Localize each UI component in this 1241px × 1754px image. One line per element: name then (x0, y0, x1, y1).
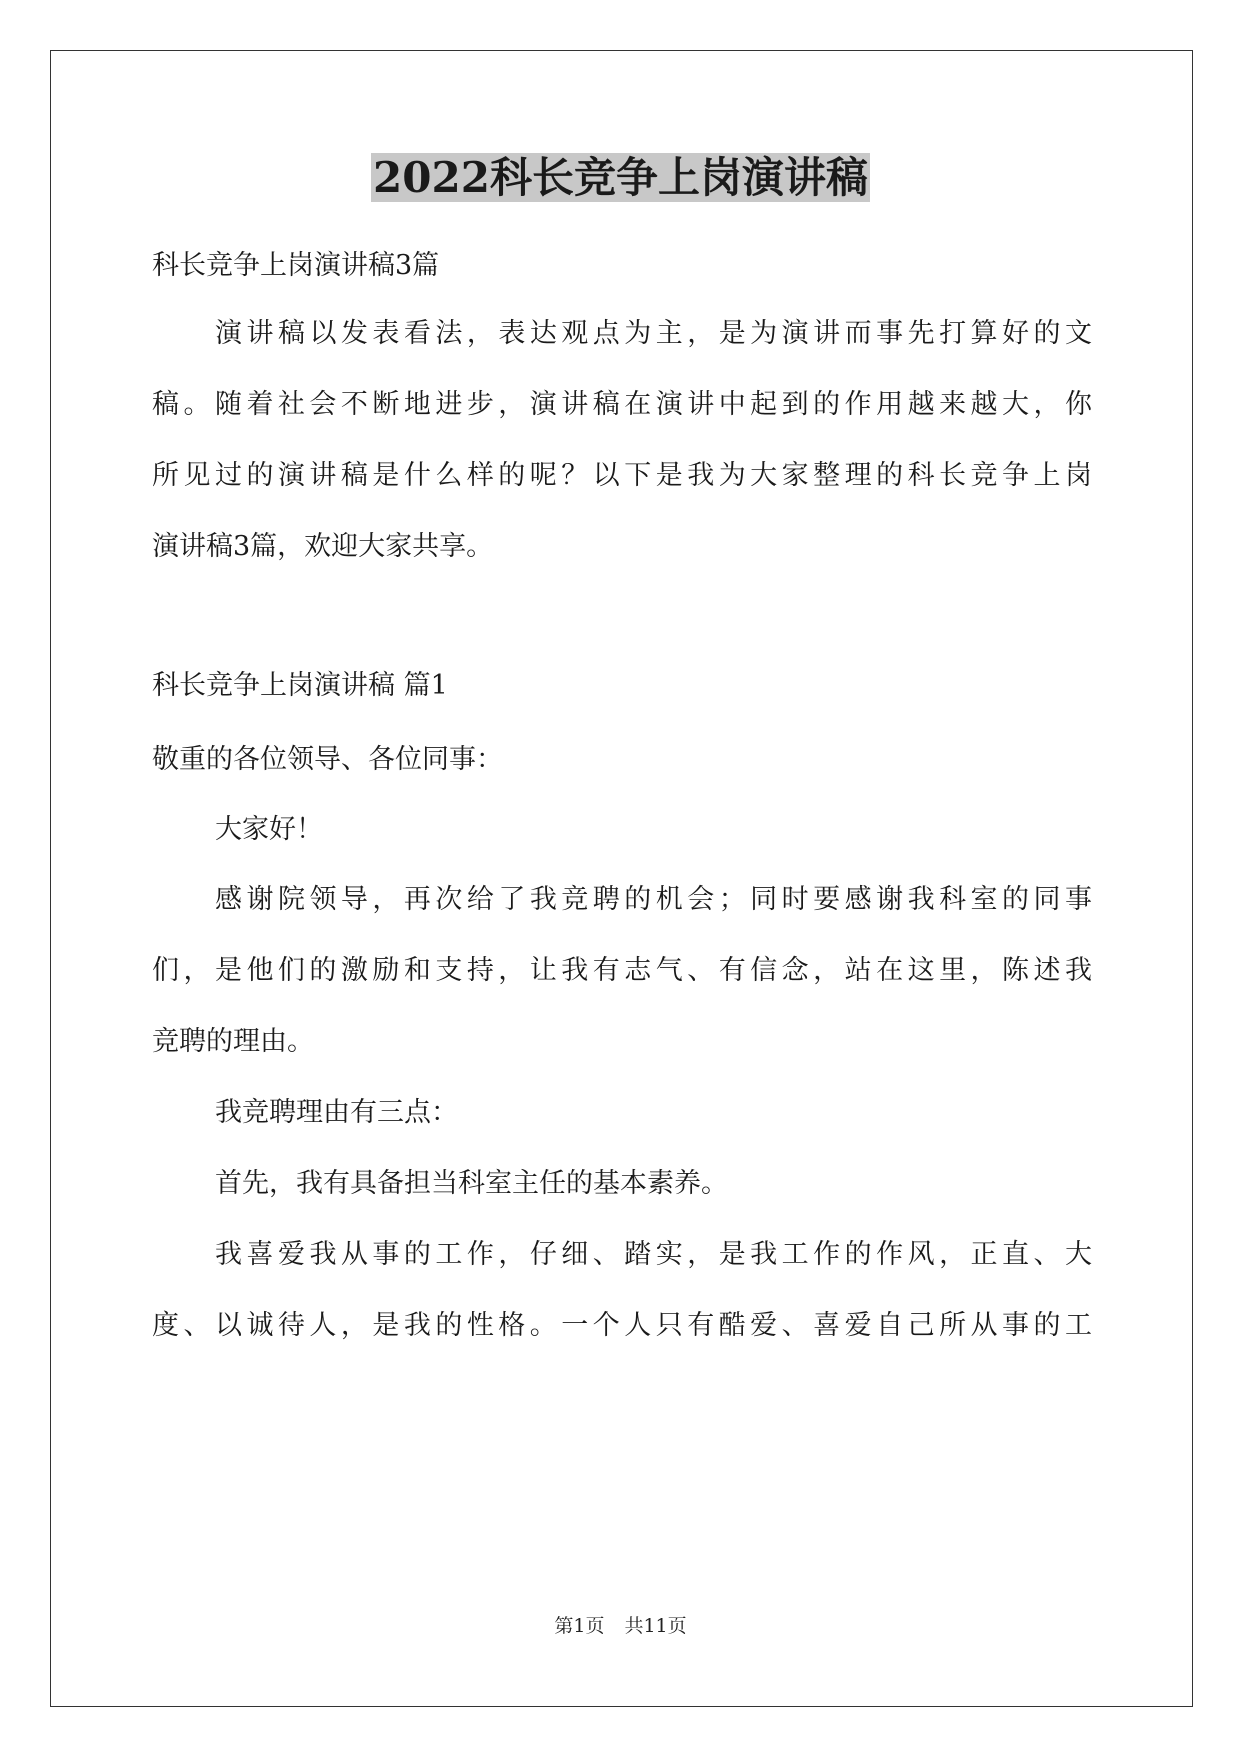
salutation-line: 敬重的各位领导、各位同事： (152, 744, 503, 775)
document-title (0, 148, 1241, 208)
paragraph-line: 们，是他们的激励和支持，让我有志气、有信念，站在这里，陈述我 (152, 955, 1092, 986)
document-title-text: 2022科长竞争上岗演讲稿 (373, 153, 868, 202)
page-total: 共11页 (624, 1615, 687, 1637)
paragraph-line: 度、以诚待人，是我的性格。一个人只有酷爱、喜爱自己所从事的工 (152, 1310, 1092, 1341)
paragraph-line: 所见过的演讲稿是什么样的呢？以下是我为大家整理的科长竞争上岗 (152, 460, 1092, 491)
page-border (50, 50, 1193, 1707)
subtitle-line: 科长竞争上岗演讲稿3篇 (152, 250, 440, 281)
section-heading: 科长竞争上岗演讲稿 篇1 (152, 670, 448, 701)
page-number: 第1页 (554, 1615, 605, 1637)
paragraph-line: 感谢院领导，再次给了我竞聘的机会；同时要感谢我科室的同事 (215, 884, 1092, 915)
paragraph-line: 我竞聘理由有三点： (215, 1097, 458, 1128)
page-footer (0, 1613, 1241, 1639)
paragraph-line: 我喜爱我从事的工作，仔细、踏实，是我工作的作风，正直、大 (215, 1239, 1092, 1270)
paragraph-line: 稿。随着社会不断地进步，演讲稿在演讲中起到的作用越来越大，你 (152, 389, 1092, 420)
greeting-line: 大家好！ (215, 814, 323, 845)
paragraph-line: 演讲稿3篇，欢迎大家共享。 (152, 531, 494, 562)
paragraph-line: 首先，我有具备担当科室主任的基本素养。 (215, 1168, 728, 1199)
paragraph-line: 竞聘的理由。 (152, 1026, 314, 1057)
paragraph-line: 演讲稿以发表看法，表达观点为主，是为演讲而事先打算好的文 (215, 318, 1092, 349)
